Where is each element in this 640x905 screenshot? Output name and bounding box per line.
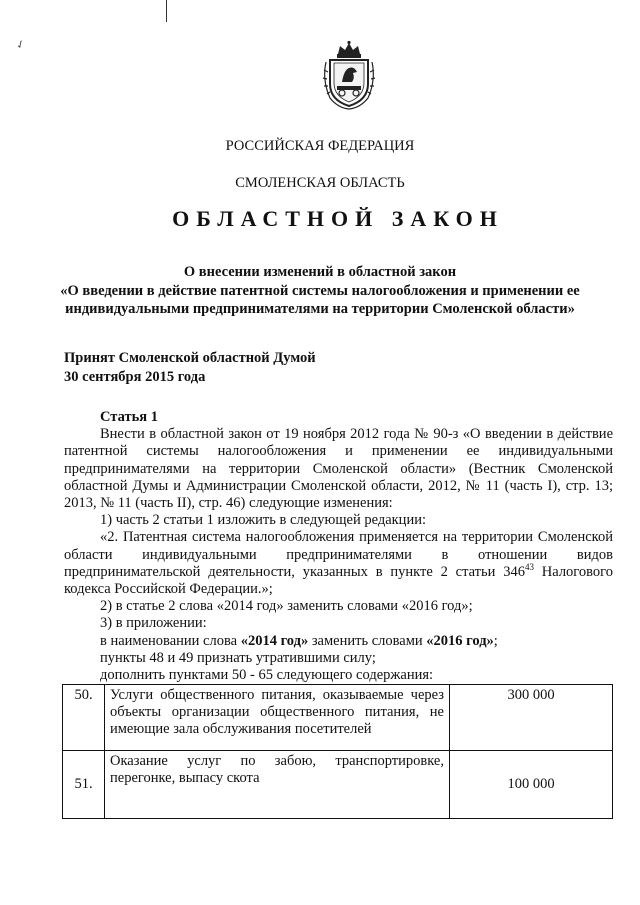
sub-item-title-change: в наименовании слова «2014 год» заменить словами «2016 год»; <box>100 632 498 649</box>
activity-description: Услуги общественного питания, оказываемые через объекты организации общественного питания, не имеющие зала обслуживания посетителей <box>105 685 450 751</box>
scan-corner-line <box>166 0 167 22</box>
amendment-item-3: 3) в приложении: <box>100 615 207 632</box>
income-amount: 100 000 <box>450 751 613 819</box>
adoption-date: 30 сентября 2015 года <box>64 368 206 385</box>
subject-line: индивидуальными предпринимателями на территории Смоленской области» <box>65 301 575 317</box>
amendment-item-2: 2) в статье 2 слова «2014 год» заменить словами «2016 год»; <box>100 598 473 615</box>
activity-description: Оказание услуг по забою, транспортировке, перегонке, выпасу скота <box>105 751 450 819</box>
amendment-item-1: 1) часть 2 статьи 1 изложить в следующей редакции: <box>100 512 426 529</box>
article-intro: Внести в областной закон от 19 ноября 2012 года № 90-з «О введении в действие патентной системы налогообложения и применении ее индивидуальными предпринимателями на территории Смоленской области» (Вестник Смоленской областной Думы и Администрации Смоленской области, 2012, № 11 (часть I), стр. 13; 2013, № 11 (часть II), стр. 46) следующие изменения: <box>64 426 613 512</box>
coat-of-arms-icon <box>318 40 380 110</box>
table-row <box>63 685 613 751</box>
document-type-title: ОБЛАСТНОЙ ЗАКОН <box>172 206 504 231</box>
subject-line: «О введении в действие патентной системы налогообложения и применении ее <box>60 282 580 299</box>
adoption-info <box>64 349 316 386</box>
adopted-by: Принят Смоленской областной Думой <box>64 350 316 366</box>
footnote-superscript: 43 <box>524 562 534 572</box>
income-amount: 300 000 <box>450 685 613 751</box>
law-subject <box>0 263 640 319</box>
sub-item-repeal: пункты 48 и 49 признать утратившими силу; <box>100 649 376 666</box>
subject-line: О внесении изменений в областной закон <box>183 264 457 280</box>
article-heading: Статья 1 <box>100 409 158 425</box>
row-number: 50. <box>63 685 105 751</box>
article-body <box>64 409 613 684</box>
row-number: 51. <box>63 751 105 819</box>
region-heading: СМОЛЕНСКАЯ ОБЛАСТЬ <box>235 175 405 191</box>
quoted-text: «2. Патентная система налогообложения применяется на территории Смоленской области индивидуальными предпринимателями в отношении видов предпринимательской деятельности, указанных в пункте 2 статьи $346^{43}$ Налогового кодекса Российской Федерации.»; <box>64 529 613 598</box>
sub-item-addition: дополнить пунктами 50 - 65 следующего содержания: <box>100 667 434 684</box>
federation-heading: РОССИЙСКАЯ ФЕДЕРАЦИЯ <box>225 138 415 154</box>
patent-activities-table <box>62 684 613 819</box>
table-row <box>63 751 613 819</box>
handwritten-mark: ✓ <box>14 37 28 53</box>
